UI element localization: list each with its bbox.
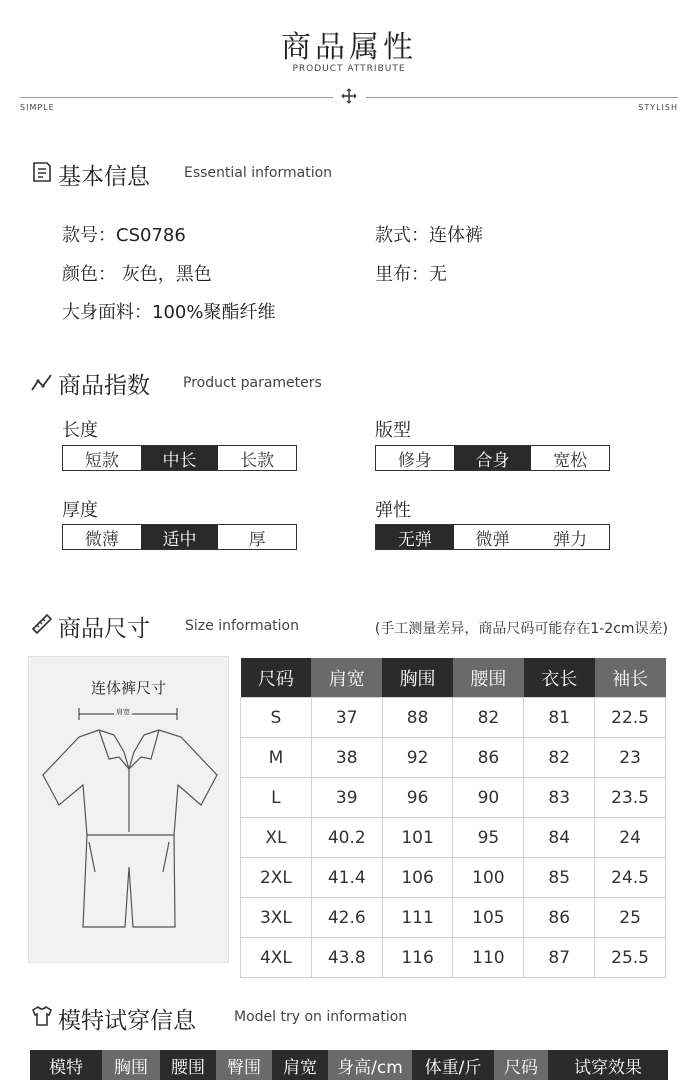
basic-heading: 基本信息: [58, 164, 150, 190]
cell: XL: [241, 818, 312, 858]
table-row: [241, 938, 666, 978]
cell: 95: [453, 818, 524, 858]
header-word-right: STYLISH: [638, 103, 678, 112]
table-row: [241, 778, 666, 818]
garment-diagram: [28, 656, 229, 963]
header-waist: 腰围: [453, 658, 524, 698]
lining-info: 里布：无: [375, 264, 447, 285]
params-heading: 商品指数: [58, 373, 150, 399]
cell: 3XL: [241, 898, 312, 938]
model-table-header: [30, 1050, 668, 1080]
cell: 24.5: [595, 858, 666, 898]
table-row: [241, 738, 666, 778]
thickness-scale: [62, 524, 297, 550]
cell: 101: [382, 818, 453, 858]
length-option-short: 短款: [84, 450, 119, 471]
length-option-long: 长款: [240, 450, 275, 471]
cell: 82: [453, 698, 524, 738]
color-info: 颜色： 灰色，黑色: [62, 264, 212, 285]
model-col-shoulder: 肩宽: [283, 1057, 317, 1078]
cell: 41.4: [311, 858, 382, 898]
header-divider-right: [366, 97, 678, 98]
model-col-effect: 试穿效果: [574, 1057, 642, 1078]
cell: 83: [524, 778, 595, 818]
cross-ornament-icon: [341, 88, 357, 104]
cell: 25.5: [595, 938, 666, 978]
measurement-note: (手工测量差异，商品尺码可能存在1-2cm误差): [374, 621, 668, 637]
fit-label: 版型: [375, 420, 411, 441]
elasticity-option-stretch: 弹力: [553, 529, 588, 550]
cell: 81: [524, 698, 595, 738]
cell: 96: [382, 778, 453, 818]
cell: 88: [382, 698, 453, 738]
cell: 110: [453, 938, 524, 978]
size-table-header: [241, 658, 666, 698]
table-row: [241, 898, 666, 938]
table-row: [241, 818, 666, 858]
cell: 86: [524, 898, 595, 938]
fit-scale: [375, 445, 610, 471]
cell: 40.2: [311, 818, 382, 858]
length-scale: [62, 445, 297, 471]
style-number: 款号：CS0786: [62, 225, 186, 246]
length-label: 长度: [62, 420, 98, 441]
cell: 111: [382, 898, 453, 938]
model-col-chest: 胸围: [102, 1050, 160, 1080]
table-row: [241, 698, 666, 738]
cell: 42.6: [311, 898, 382, 938]
cell: 116: [382, 938, 453, 978]
page-subtitle: PRODUCT ATTRIBUTE: [292, 64, 406, 74]
trend-icon: [30, 370, 54, 394]
cell: 4XL: [241, 938, 312, 978]
length-option-mid: 中长: [141, 446, 219, 470]
cell: L: [241, 778, 312, 818]
shoulder-width-label: 肩宽: [116, 708, 130, 716]
cell: 85: [524, 858, 595, 898]
cell: 100: [453, 858, 524, 898]
model-col-size: 尺码: [494, 1050, 548, 1080]
cell: M: [241, 738, 312, 778]
cell: 24: [595, 818, 666, 858]
header-size: 尺码: [241, 658, 312, 698]
header-divider-left: [20, 97, 333, 98]
size-table: [240, 658, 666, 978]
params-heading-en: Product parameters: [183, 375, 322, 391]
fit-option-loose: 宽松: [553, 450, 588, 471]
cell: 38: [311, 738, 382, 778]
elasticity-option-none: 无弹: [376, 525, 454, 549]
fit-option-regular: 合身: [454, 446, 532, 470]
elasticity-scale: [375, 524, 610, 550]
cell: 39: [311, 778, 382, 818]
document-icon: [30, 160, 54, 184]
fit-option-slim: 修身: [397, 450, 432, 471]
cell: 23.5: [595, 778, 666, 818]
elasticity-option-slight: 微弹: [475, 529, 510, 550]
tshirt-icon: [30, 1004, 54, 1028]
cell: 90: [453, 778, 524, 818]
model-col-model: 模特: [49, 1057, 83, 1078]
jumpsuit-illustration: [29, 657, 228, 962]
thickness-label: 厚度: [62, 500, 98, 521]
size-heading: 商品尺寸: [58, 616, 150, 642]
cell: 92: [382, 738, 453, 778]
header-word-left: SIMPLE: [20, 103, 55, 112]
elasticity-label: 弹性: [375, 500, 411, 521]
cell: 82: [524, 738, 595, 778]
cell: 25: [595, 898, 666, 938]
cell: 43.8: [311, 938, 382, 978]
page-title: 商品属性: [281, 30, 417, 65]
size-heading-en: Size information: [185, 618, 299, 634]
cell: 22.5: [595, 698, 666, 738]
diagram-title: 连体裤尺寸: [90, 679, 166, 697]
thickness-option-thick: 厚: [248, 529, 266, 550]
model-heading-en: Model try on information: [234, 1009, 408, 1025]
header-shoulder: 肩宽: [311, 658, 382, 698]
cell: 106: [382, 858, 453, 898]
style-type: 款式：连体裤: [375, 225, 483, 246]
cell: 105: [453, 898, 524, 938]
ruler-icon: [30, 612, 54, 636]
header-chest: 胸围: [382, 658, 453, 698]
model-col-hip: 臀围: [216, 1050, 272, 1080]
cell: 37: [311, 698, 382, 738]
thickness-option-thin: 微薄: [84, 529, 119, 550]
model-col-weight: 体重/斤: [424, 1057, 482, 1078]
model-heading: 模特试穿信息: [58, 1008, 196, 1034]
header-sleeve: 袖长: [595, 658, 666, 698]
fabric-info: 大身面料：100%聚酯纤维: [62, 302, 276, 323]
cell: 84: [524, 818, 595, 858]
cell: 23: [595, 738, 666, 778]
cell: 86: [453, 738, 524, 778]
header-length: 衣长: [524, 658, 595, 698]
table-row: [241, 858, 666, 898]
model-col-waist: 腰围: [171, 1057, 205, 1078]
cell: 2XL: [241, 858, 312, 898]
basic-heading-en: Essential information: [184, 165, 333, 181]
cell: 87: [524, 938, 595, 978]
model-col-height: 身高/cm: [328, 1050, 412, 1080]
cell: S: [241, 698, 312, 738]
thickness-option-medium: 适中: [141, 525, 219, 549]
